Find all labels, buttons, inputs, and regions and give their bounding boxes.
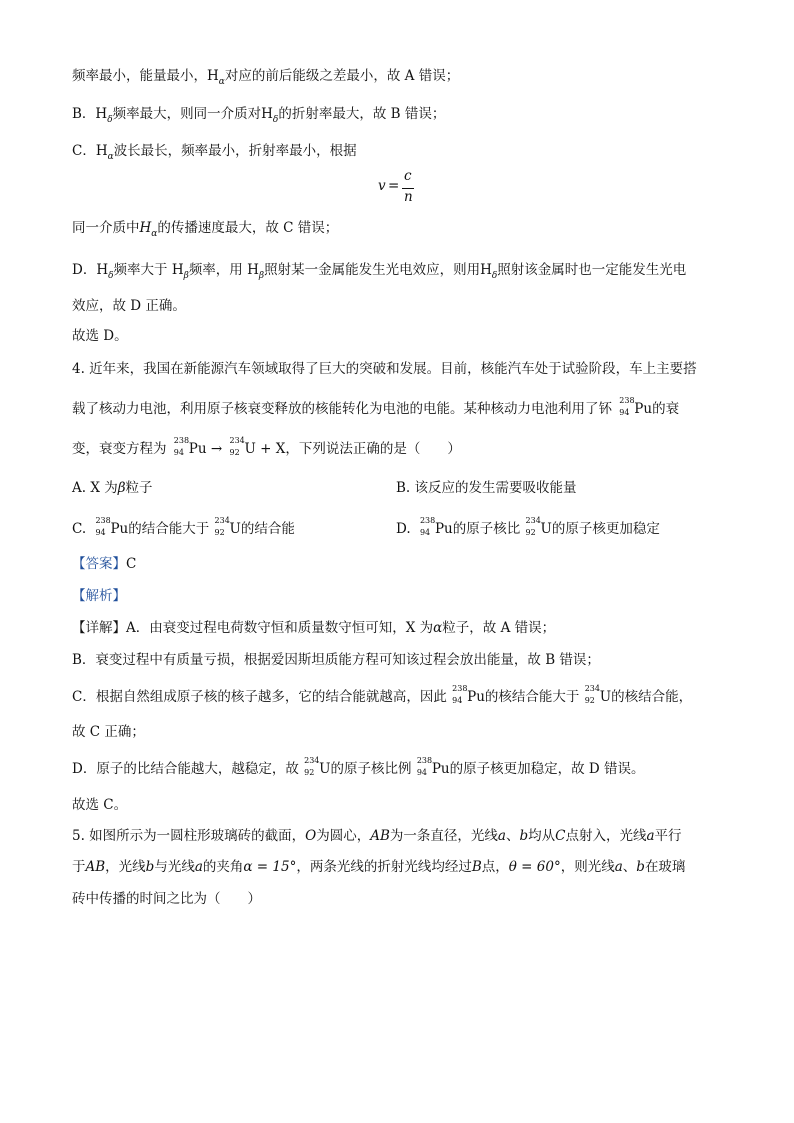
nuclide-u: 234 92 U	[304, 756, 331, 777]
text-line: C．$H_\alpha$波长最长，频率最小，折射率最小，根据	[72, 143, 357, 162]
text-line: 故选 C。	[72, 797, 128, 813]
text-line: 砖中传播的时间之比为（ ）	[72, 891, 261, 907]
question-4: 4. 近年来，我国在新能源汽车领域取得了巨大的突破和发展。目前，核能汽车处于试验阶段，车上主要搭	[72, 361, 697, 377]
text-line: 效应，故 D 正确。	[72, 298, 186, 314]
option-b[interactable]: B. 该反应的发生需要吸收能量	[396, 480, 577, 496]
text-line: 同一介质中$H_\alpha$的传播速度最大，故 C 错误；	[72, 220, 339, 239]
text-line: 频率最小，能量最小，$H_\alpha$对应的前后能级之差最小，故 A 错误；	[72, 68, 460, 87]
analysis-label: 【解析】	[72, 588, 126, 604]
nuclide-u: 234 92 U	[229, 436, 256, 457]
decay-equation-line: 变，衰变方程为 238 94 Pu → 234 92 U + X，下列说法正确的是（ ）	[72, 436, 461, 457]
option-a[interactable]: A. X 为β粒子	[72, 480, 153, 496]
text-line: 故选 D。	[72, 328, 128, 344]
text-line: D．$H_\delta$频率大于 $H_\beta$频率，用 $H_\beta$照射某一金属能发生光电效应，则用$H_\delta$照射该金属时也一定能发生光电	[72, 262, 687, 281]
nuclide-pu: 238 94 Pu	[95, 516, 129, 537]
nuclide-pu: 238 94 Pu	[173, 436, 207, 457]
detail-line: 【详解】A．由衰变过程电荷数守恒和质量数守恒可知，X 为α粒子，故 A 错误；	[72, 620, 556, 636]
text-line: D．原子的比结合能越大，越稳定，故 234 92 U的原子核比例 238 94 Pu的原子核更加稳定，故 D 错误。	[72, 756, 645, 777]
nuclide-pu: 238 94 Pu	[452, 684, 485, 705]
text-line: 载了核动力电池，利用原子核衰变释放的核能转化为电池的电能。某种核动力电池利用了钚 238 94 Pu的衰	[72, 396, 680, 417]
option-c[interactable]: C. 238 94 Pu的结合能大于 234 92 U的结合能	[72, 516, 295, 537]
question-5: 5. 如图所示为一圆柱形玻璃砖的截面，O为圆心，AB为一条直径，光线a、b均从C点射入，光线a平行	[72, 828, 682, 844]
text-line: B．$H_\delta$频率最大，则同一介质对$H_\delta$的折射率最大，故 B 错误；	[72, 106, 446, 125]
text-line: B．衰变过程中有质量亏损，根据爱因斯坦质能方程可知该过程会放出能量，故 B 错误；	[72, 652, 600, 668]
nuclide-pu: 238 94 Pu	[416, 756, 450, 777]
nuclide-u: 234 92 U	[584, 684, 612, 705]
answer-line: 【答案】C	[72, 556, 137, 572]
nuclide-pu: 238 94 Pu	[419, 516, 453, 537]
velocity-formula: v = c n	[378, 168, 413, 205]
nuclide-pu: 238 94 Pu	[619, 396, 653, 417]
nuclide-u: 234 92 U	[214, 516, 241, 537]
text-line: C．根据自然组成原子核的核子越多，它的结合能就越高，因此 238 94 Pu的核结合能大于 234 92 U的核结合能，	[72, 684, 693, 705]
nuclide-u: 234 92 U	[525, 516, 552, 537]
option-d[interactable]: D. 238 94 Pu的原子核比 234 92 U的原子核更加稳定	[396, 516, 660, 537]
text-line: 故 C 正确；	[72, 724, 145, 740]
text-line: 于AB，光线b与光线a的夹角α = 15°，两条光线的折射光线均经过B点，θ = 60°，则光线a、b在玻璃	[72, 859, 686, 875]
